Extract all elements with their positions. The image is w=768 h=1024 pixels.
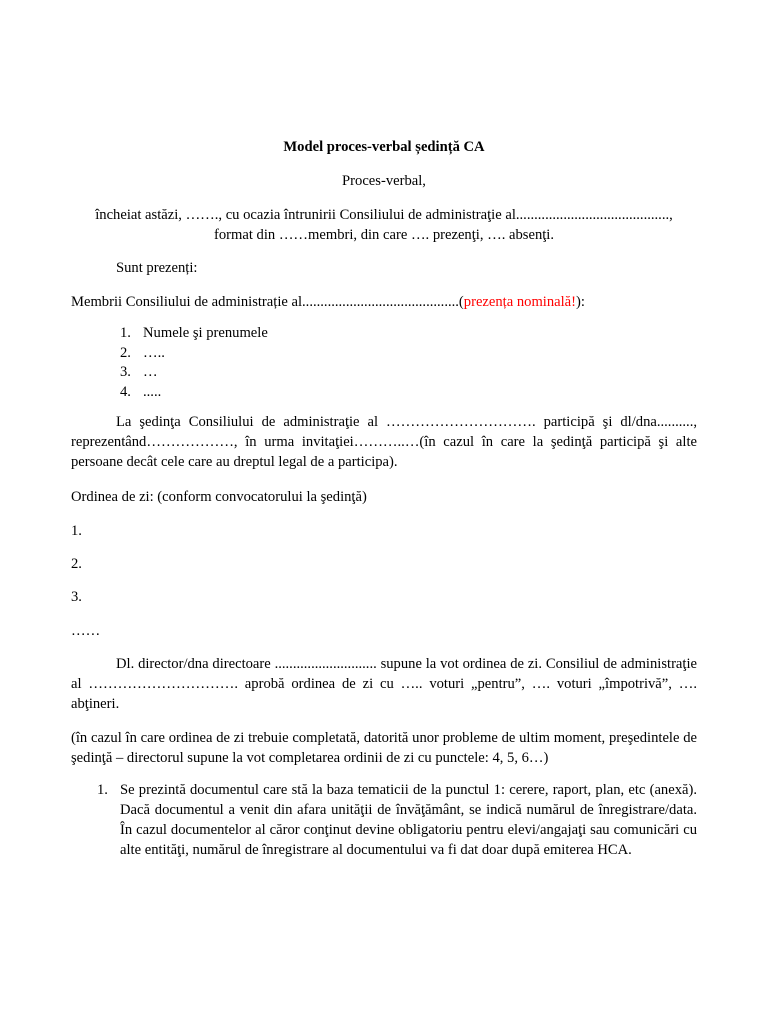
- present-label: Sunt prezenți:: [116, 260, 198, 276]
- agenda-item: 2.: [71, 556, 82, 572]
- nominal-presence-note: prezența nominală!: [463, 294, 577, 310]
- document-subtitle: Proces-verbal,: [342, 173, 426, 189]
- intro-line-1: încheiat astăzi, ……., cu ocazia întrunirii Consiliului de administraţie al..........................................,: [95, 207, 673, 223]
- completion-paragraph: (în cazul în care ordinea de zi trebuie completată, datorită unor probleme de ultim moment, preşedintele de şedinţă – directorul supune la vot completarea ordinii de zi cu punctele: 4, 5, 6…): [71, 730, 697, 766]
- document-page: Model proces-verbal ședință CA Proces-verbal, încheiat astăzi, ……., cu ocazia întrunirii Consiliului de administraţie al.........................................., format din ……membri, din care …. prezenţi, …. absenţi. Sunt prezenți: Membrii Consiliului de administrație al...........................................(prezența nominală!): 1. Numele şi prenumele 2. ….. 3. … 4. ..... La şedinţa Consiliului de administraţie al …………………………. participă şi dl/dna.........., reprezentând………………, în urma invitaţiei………..…(în cazul în care la şedinţă participă şi alte persoane decât cele care au dreptul legal de a participa). Ordinea de zi: (conform convocatorului la şedinţă) 1. 2. 3. …… Dl. director/dna directoare ............................ supune la vot ordinea de zi. Consiliul de administraţie al …………………………. aprobă ordinea de zi cu ….. voturi „pentru”, …. voturi „împotrivă”, …. abţineri. (în cazul în care ordinea de zi trebuie completată, datorită unor probleme de ultim moment, preşedintele de şedinţă – directorul supune la vot completarea ordinii de zi cu punctele: 4, 5, 6…) 1. Se prezintă documentul care stă la baza tematicii de la punctul 1: cerere, raport, plan, etc (anexă). Dacă documentul a venit din afara unităţii de învăţământ, se indică numărul de înregistrare/data. În cazul documentelor al căror conţinut devine obligatoriu pentru elevi/angajaţi sau comunicări cu alte entităţi, numărul de înregistrare al documentului va fi dat doar după emiterea HCA.: [71, 139, 697, 858]
- agenda-label: Ordinea de zi: (conform convocatorului la şedinţă): [71, 489, 367, 505]
- point-number: 1.: [97, 782, 108, 798]
- members-end: ):: [576, 294, 585, 310]
- point-text: Se prezintă documentul care stă la baza tematicii de la punctul 1: cerere, raport, plan, etc (anexă). Dacă documentul a venit din afara unităţii de învăţământ, se indică numărul de înregistrare/data. În cazul documentelor al căror conţinut devine obligatoriu pentru elevi/angajaţi sau comunicări cu alte entităţi, numărul de înregistrare al documentului va fi dat doar după emiterea HCA.: [120, 782, 697, 858]
- participation-paragraph: La şedinţa Consiliului de administraţie al …………………………. participă şi dl/dna.........., reprezentând………………, în urma invitaţiei………..…(în cazul în care la şedinţă participă şi alte persoane decât cele care au dreptul legal de a participa).: [71, 414, 697, 470]
- vote-paragraph: Dl. director/dna directoare ............................ supune la vot ordinea de zi. Consiliul de administraţie al …………………………. aprobă ordinea de zi cu ….. voturi „pentru”, …. voturi „împotrivă”, …. abţineri.: [71, 656, 697, 712]
- intro-line-2: format din ……membri, din care …. prezenţi, …. absenţi.: [213, 227, 555, 243]
- agenda-item: 1.: [71, 523, 82, 539]
- members-text: Membrii Consiliului de administrație al...........................................(: [71, 294, 464, 310]
- agenda-item: ……: [71, 623, 101, 639]
- agenda-item: 3.: [71, 589, 82, 605]
- page-title: Model proces-verbal ședință CA: [283, 139, 485, 155]
- members-line: [71, 292, 697, 312]
